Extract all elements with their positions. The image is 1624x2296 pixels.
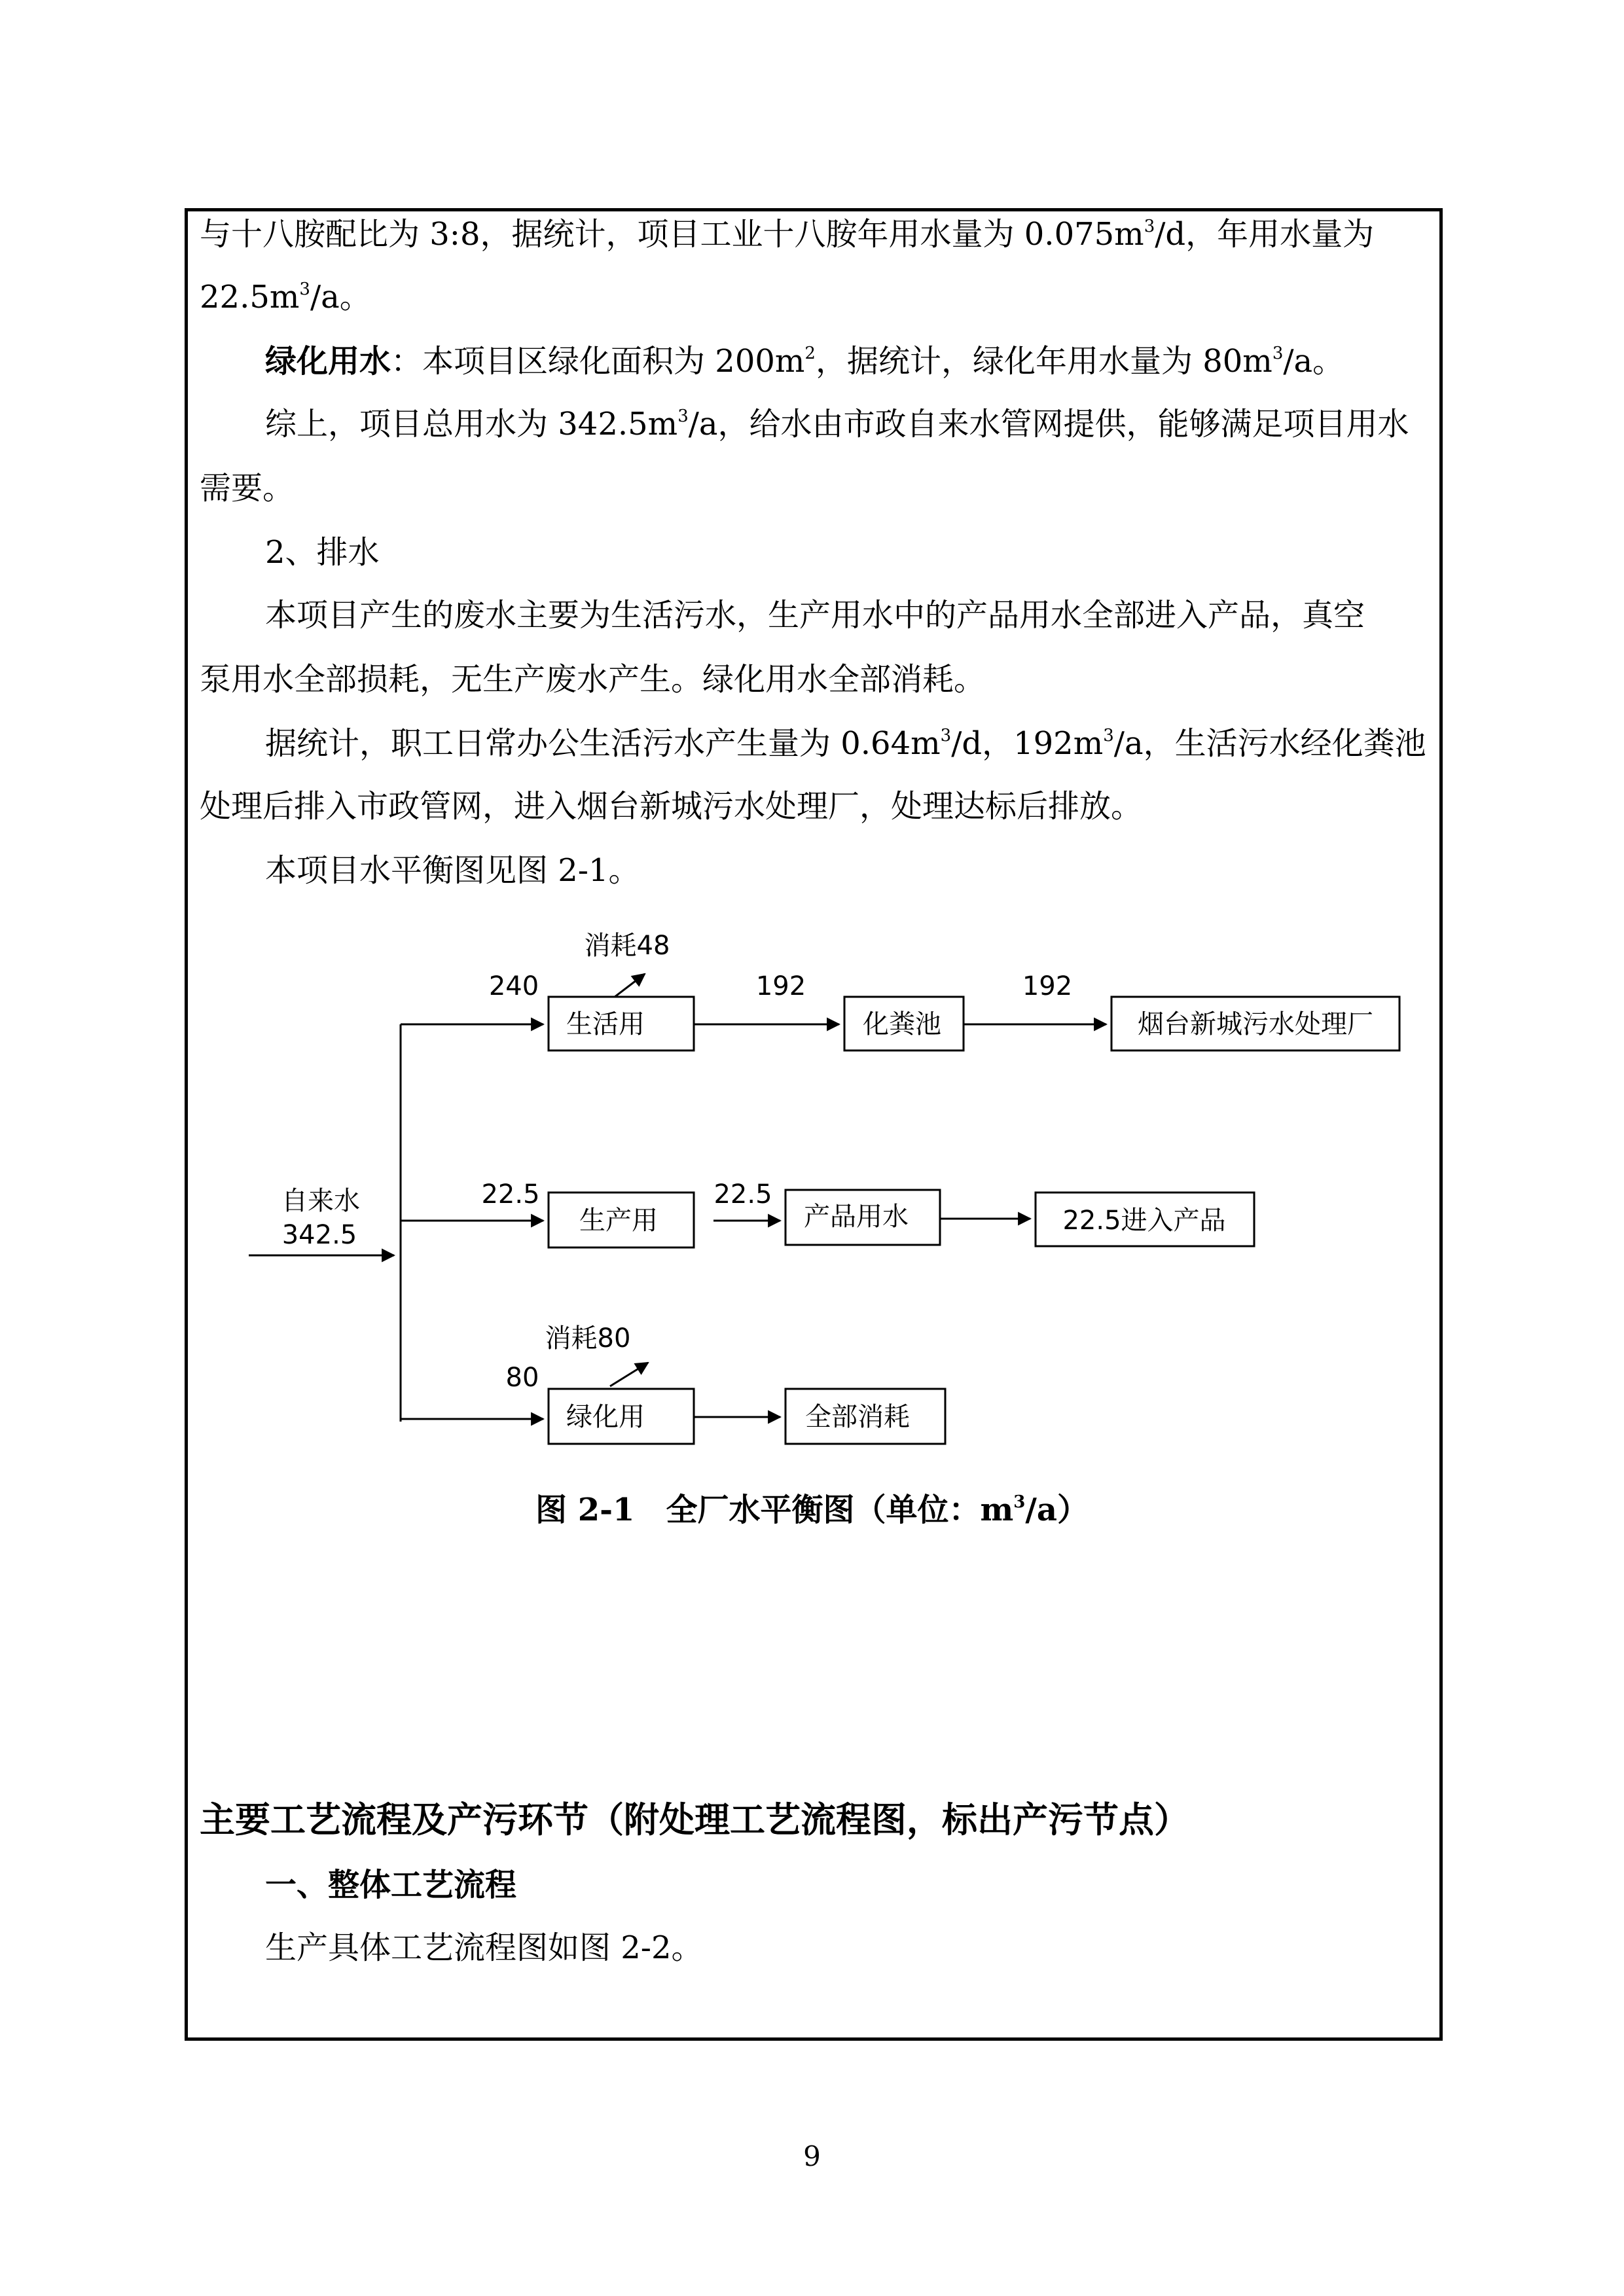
branch3-box2-label: 全部消耗 <box>805 1402 910 1432</box>
branch1-box1-label: 生活用 <box>566 1009 645 1039</box>
figure-caption <box>0 1484 1624 1530</box>
page-number: 9 <box>803 2140 821 2172</box>
branch2-box1-label: 生产用 <box>579 1206 658 1236</box>
text-segment: 22.5m <box>200 279 300 315</box>
branch1-flow-3: 192 <box>1022 971 1073 1001</box>
bold-label: 绿化用水 <box>265 343 391 380</box>
branch1-flow-2: 192 <box>755 971 806 1001</box>
text-segment: /d，192m <box>951 725 1104 762</box>
paragraph-line: 处理后排入市政管网，进入烟台新城污水处理厂，处理达标后排放。 <box>200 788 1143 825</box>
source-label: 自来水 <box>281 1186 360 1216</box>
caption-text-end: /a） <box>1025 1492 1089 1528</box>
branch2-box3-label: 22.5进入产品 <box>1062 1206 1226 1236</box>
branch3-flow-in: 80 <box>505 1363 539 1393</box>
paragraph-line: 2、排水 <box>265 534 380 571</box>
superscript: 3 <box>1144 217 1155 236</box>
branch1-box2-label: 化粪池 <box>863 1009 941 1039</box>
branch1-loss-label: 消耗48 <box>584 931 670 961</box>
text-segment: ：本项目区绿化面积为 200m <box>391 343 805 380</box>
branch3-loss-label: 消耗80 <box>545 1323 631 1354</box>
text-segment: /a，生活污水经化粪池 <box>1113 725 1426 762</box>
sub-heading: 一、整体工艺流程 <box>265 1867 517 1903</box>
branch2-box2-label: 产品用水 <box>804 1202 909 1232</box>
superscript: 3 <box>1103 726 1114 745</box>
superscript: 3 <box>1013 1492 1026 1512</box>
paragraph-line: 需要。 <box>200 470 295 507</box>
branch1-box3-label: 烟台新城污水处理厂 <box>1138 1009 1373 1039</box>
text-segment: /a。 <box>310 279 371 315</box>
branch2-flow-in: 22.5 <box>481 1179 540 1210</box>
paragraph-line: 泵用水全部损耗，无生产废水产生。绿化用水全部消耗。 <box>200 661 986 698</box>
superscript: 3 <box>940 726 952 745</box>
branch3-box1-label: 绿化用 <box>566 1402 645 1432</box>
section-heading: 主要工艺流程及产污环节（附处理工艺流程图，标出产污节点） <box>200 1799 1189 1840</box>
branch3-loss-arrow <box>610 1363 648 1386</box>
branch2-flow-2: 22.5 <box>713 1179 772 1210</box>
superscript: 3 <box>1272 344 1284 363</box>
caption-text: 图 2-1 全厂水平衡图（单位：m <box>535 1492 1014 1528</box>
text-segment: 据统计，职工日常办公生活污水产生量为 0.64m <box>265 725 941 762</box>
text-segment: /a。 <box>1283 343 1344 380</box>
superscript: 2 <box>804 344 816 363</box>
text-segment: ，据统计，绿化年用水量为 80m <box>815 343 1272 380</box>
text-segment: 综上，项目总用水为 342.5m <box>265 406 678 442</box>
paragraph-line: 本项目水平衡图见图 2-1。 <box>265 852 640 889</box>
branch1-flow-in: 240 <box>488 971 539 1001</box>
text-segment: /d，年用水量为 <box>1155 216 1375 253</box>
text-segment: /a，给水由市政自来水管网提供，能够满足项目用水 <box>688 406 1409 442</box>
superscript: 3 <box>299 279 310 299</box>
superscript: 3 <box>677 406 689 426</box>
paragraph-line: 本项目产生的废水主要为生活污水，生产用水中的产品用水全部进入产品，真空 <box>265 597 1365 634</box>
source-value: 342.5 <box>281 1220 357 1250</box>
paragraph-line: 生产具体工艺流程图如图 2-2。 <box>265 1929 703 1966</box>
text-segment: 与十八胺配比为 3:8，据统计，项目工业十八胺年用水量为 0.075m <box>200 216 1144 253</box>
